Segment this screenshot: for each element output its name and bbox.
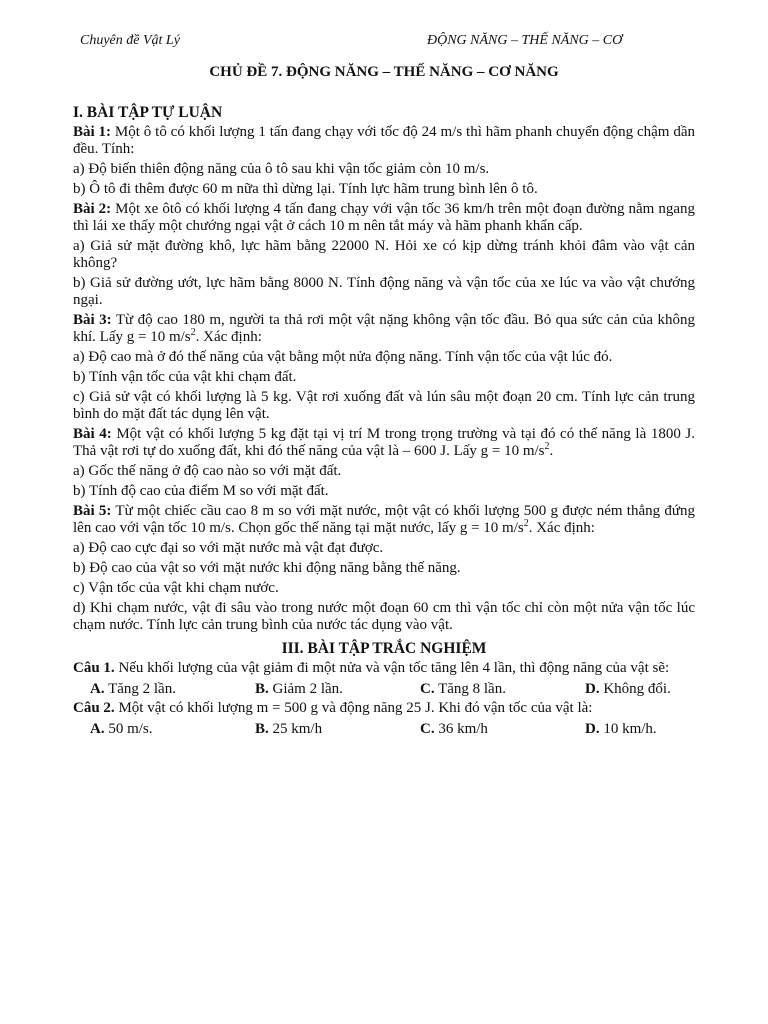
option-letter: C. (420, 681, 435, 697)
exercise-5-d: d) Khi chạm nước, vật đi sâu vào trong nước một đoạn 60 cm thì vận tốc chỉ còn một nửa vận tốc lúc chạm nước. Tính lực cản trung bình của nước tác dụng vào vật. (73, 600, 695, 633)
exercise-5-a: a) Độ cao cực đại so với mặt nước mà vật đạt được. (73, 540, 384, 556)
exercise-2-a: a) Giả sử mặt đường khô, lực hãm bằng 22000 N. Hỏi xe có kịp dừng tránh khỏi đâm vào vật cản không? (73, 238, 695, 271)
document-body (73, 104, 695, 740)
option-d (585, 720, 695, 739)
exercise-text-end: . (549, 443, 554, 459)
option-letter: A. (90, 681, 105, 697)
exercise-4-a: a) Gốc thế năng ở độ cao nào so với mặt đất. (73, 463, 342, 479)
option-letter: B. (255, 721, 269, 737)
exercise-label: Bài 2: (73, 201, 112, 217)
exercise-label: Bài 4: (73, 426, 112, 442)
option-letter: B. (255, 681, 269, 697)
question-text: Nếu khối lượng của vật giảm đi một nửa và vận tốc tăng lên 4 lần, thì động năng của vật sẽ: (114, 660, 670, 676)
section-quiz-heading: III. BÀI TẬP TRẮC NGHIỆM (281, 640, 487, 657)
question-text: Một vật có khối lượng m = 500 g và động năng 25 J. Khi đó vận tốc của vật là: (114, 700, 593, 716)
option-text: 50 m/s. (104, 721, 153, 737)
exercise-1 (73, 124, 695, 158)
exercise-text: Một xe ôtô có khối lượng 4 tấn đang chạy với vận tốc 36 km/h trên một đoạn đường nằm ngang thì lái xe thấy một chướng ngại vật ở cách 10 m nên tắt máy và hãm phanh khẩn cấp. (73, 201, 695, 234)
exercise-text: Một vật có khối lượng 5 kg đặt tại vị trí M trong trọng trường và tại đó có thế năng là 1800 J. Thả vật rơi tự do xuống đất, khi đó thế năng của vật là – 600 J. Lấy g = 10 m/s (73, 426, 695, 459)
exercise-text: Từ một chiếc cầu cao 8 m so với mặt nước, một vật có khối lượng 500 g được ném thẳng đứng lên cao với vận tốc 10 m/s. Chọn gốc thế năng tại mặt nước, lấy g = 10 m/s (73, 503, 695, 536)
option-text: Tăng 8 lần. (434, 681, 506, 697)
option-letter: A. (90, 721, 105, 737)
option-b (255, 680, 420, 699)
question-1-options (73, 680, 695, 699)
exercise-3 (73, 312, 695, 346)
superscript: 2 (523, 518, 529, 529)
exercise-1-a: a) Độ biến thiên động năng của ô tô sau khi vận tốc giảm còn 10 m/s. (73, 161, 490, 177)
exercise-text: Từ độ cao 180 m, người ta thả rơi một vật nặng không vận tốc đầu. Bỏ qua sức cản của không khí. Lấy g = 10 m/s (73, 312, 696, 345)
option-text: Giảm 2 lần. (268, 681, 343, 697)
exercise-label: Bài 5: (73, 503, 112, 519)
exercise-2 (73, 201, 695, 235)
exercise-text-end: . Xác định: (195, 329, 262, 345)
exercise-label: Bài 3: (73, 312, 112, 328)
option-letter: D. (585, 721, 600, 737)
option-letter: C. (420, 721, 435, 737)
option-a (90, 720, 255, 739)
exercise-3-a: a) Độ cao mà ở đó thế năng của vật bằng một nửa động năng. Tính vận tốc của vật lúc đó. (73, 349, 613, 365)
superscript: 2 (544, 441, 550, 452)
superscript: 2 (190, 327, 196, 338)
section-essay-heading: I. BÀI TẬP TỰ LUẬN (73, 104, 223, 121)
option-text: Không đổi. (599, 681, 671, 697)
exercise-3-c: c) Giả sử vật có khối lượng là 5 kg. Vật rơi xuống đất và lún sâu một đoạn 20 cm. Tính lực cản trung bình do mặt đất tác dụng lên vật. (73, 389, 695, 422)
option-text: 36 km/h (434, 721, 488, 737)
option-c (420, 720, 585, 739)
exercise-5-c: c) Vận tốc của vật khi chạm nước. (73, 580, 279, 596)
exercise-5-b: b) Độ cao của vật so với mặt nước khi động năng bằng thế năng. (73, 560, 461, 576)
exercise-1-b: b) Ô tô đi thêm được 60 m nữa thì dừng lại. Tính lực hãm trung bình lên ô tô. (73, 181, 538, 197)
option-text: 25 km/h (268, 721, 323, 737)
question-2 (73, 700, 695, 717)
question-2-options (73, 720, 695, 739)
header-subject: Chuyên đề Vật Lý (80, 33, 180, 48)
option-b (255, 720, 420, 739)
option-c (420, 680, 585, 699)
exercise-3-b: b) Tính vận tốc của vật khi chạm đất. (73, 369, 297, 385)
document-title: CHỦ ĐỀ 7. ĐỘNG NĂNG – THẾ NĂNG – CƠ NĂNG (209, 64, 559, 80)
option-text: 10 km/h. (599, 721, 657, 737)
exercise-5 (73, 503, 695, 537)
exercise-label: Bài 1: (73, 124, 112, 140)
exercise-4-b: b) Tính độ cao của điểm M so với mặt đất. (73, 483, 329, 499)
header-topic: ĐỘNG NĂNG – THẾ NĂNG – CƠ (427, 33, 623, 48)
exercise-text: Một ô tô có khối lượng 1 tấn đang chạy với tốc độ 24 m/s thì hãm phanh chuyển động chậm dần đều. Tính: (73, 124, 695, 157)
question-1 (73, 660, 695, 677)
question-label: Câu 2. (73, 700, 115, 716)
exercise-2-b: b) Giả sử đường ướt, lực hãm bằng 8000 N. Tính động năng và vận tốc của xe lúc va vào vật chướng ngại. (73, 275, 695, 308)
exercise-text-end: . Xác định: (528, 520, 595, 536)
option-d (585, 680, 695, 699)
option-text: Tăng 2 lần. (104, 681, 176, 697)
question-label: Câu 1. (73, 660, 115, 676)
option-a (90, 680, 255, 699)
exercise-4 (73, 426, 695, 460)
option-letter: D. (585, 681, 600, 697)
